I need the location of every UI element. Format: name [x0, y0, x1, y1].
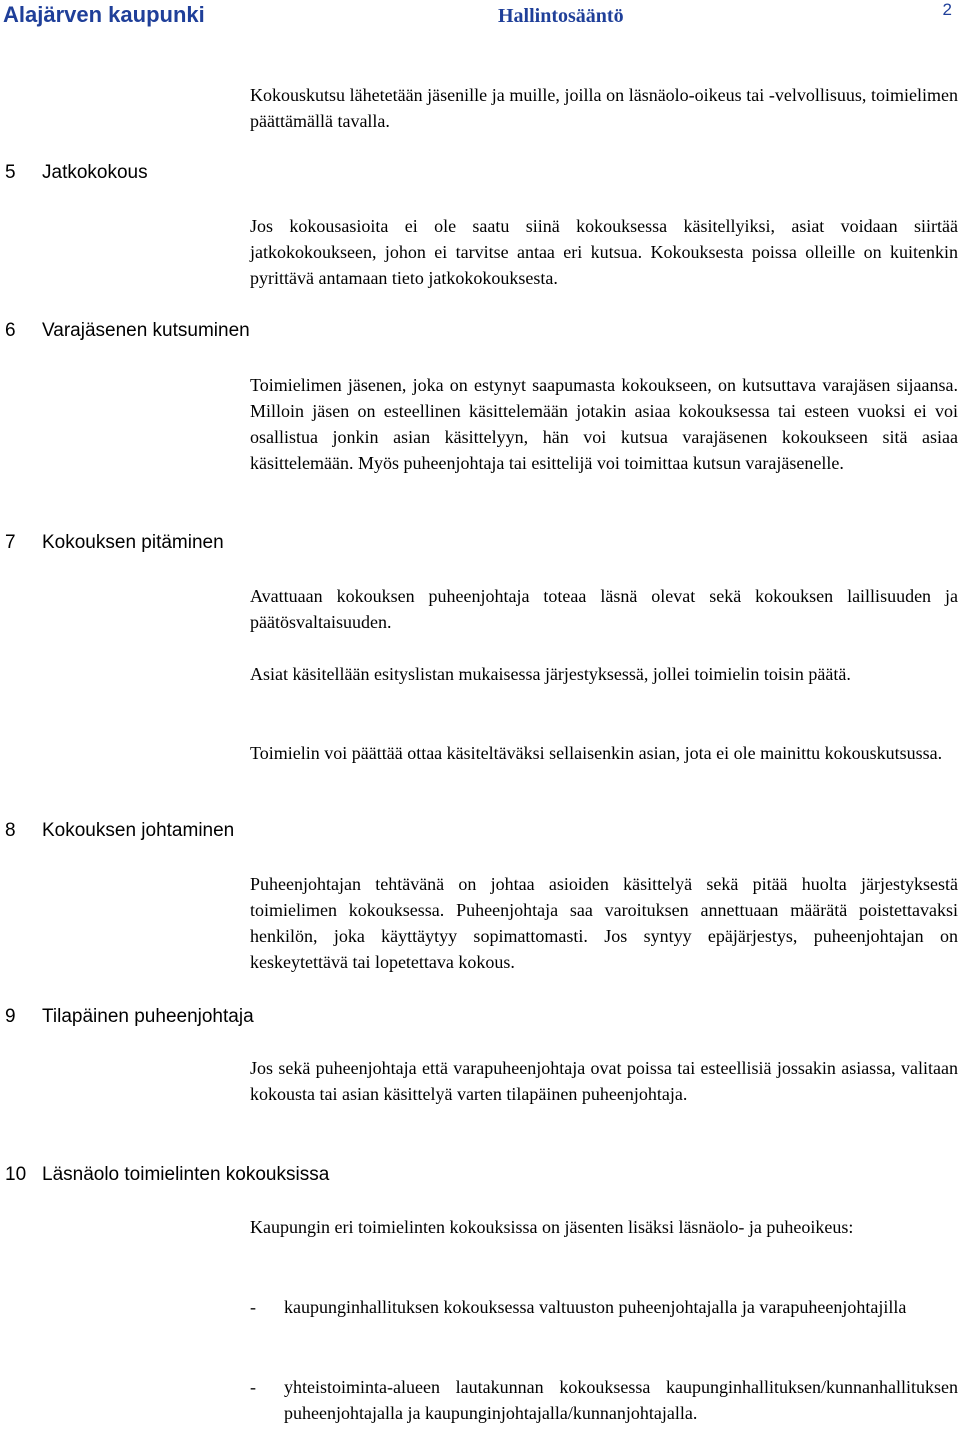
section-number: 10	[5, 1164, 27, 1185]
document-title: Hallintosääntö	[498, 5, 624, 27]
section-heading-6	[5, 318, 250, 344]
page-number: 2	[942, 0, 952, 19]
list-item	[250, 1374, 958, 1426]
section-5-paragraph-1: Jos kokousasioita ei ole saatu siinä kokouksessa käsitellyiksi, asiat voidaan siirtää jatkokokoukseen, johon ei tarvitse antaa eri kutsua. Kokouksesta poissa olleille on kuitenkin pyrittävä antamaan tieto jatkokokouksesta.	[250, 216, 958, 288]
section-8-paragraph-1: Puheenjohtajan tehtävänä on johtaa asioiden käsittelyä sekä pitää huolta järjestyksestä toimielimen kokouksessa. Puheenjohtaja saa varoituksen annettuaan määrätä poistettavaksi henkilön, joka käyttäytyy sopimattomasti. Jos syntyy epäjärjestys, puheenjohtajan on keskeytettävä tai lopetettava kokous.	[250, 874, 958, 972]
section-number: 9	[5, 1006, 16, 1027]
list-item	[250, 1294, 958, 1320]
section-number: 7	[5, 532, 16, 553]
section-heading-5	[5, 160, 148, 186]
section-9-paragraph-1: Jos sekä puheenjohtaja että varapuheenjohtaja ovat poissa tai esteellisiä jossakin asiassa, valitaan kokousta tai asian käsittelyä varten tilapäinen puheenjohtaja.	[250, 1058, 958, 1104]
list-item-text: yhteistoiminta-alueen lautakunnan kokouksessa kaupunginhallituksen/kunnanhallituksen puheenjohtajalla ja kaupunginjohtajalla/kunnanjohtajalla.	[284, 1377, 958, 1423]
section-title: Läsnäolo toimielinten kokouksissa	[42, 1164, 330, 1185]
list-dash: -	[250, 1297, 256, 1317]
section-heading-8	[5, 818, 234, 844]
section-10-paragraph-1: Kaupungin eri toimielinten kokouksissa on jäsenten lisäksi läsnäolo- ja puheoikeus:	[250, 1217, 854, 1237]
list-dash: -	[250, 1377, 256, 1397]
section-7-paragraph-2: Asiat käsitellään esityslistan mukaisessa järjestyksessä, jollei toimielin toisin päätä.	[250, 664, 851, 684]
section-title: Kokouksen pitäminen	[42, 532, 224, 553]
section-heading-9	[5, 1004, 254, 1030]
section-7-paragraph-3: Toimielin voi päättää ottaa käsiteltäväksi sellaisenkin asian, jota ei ole mainittu kokouskutsussa.	[250, 743, 943, 763]
list-item-text: kaupunginhallituksen kokouksessa valtuuston puheenjohtajalla ja varapuheenjohtajilla	[284, 1297, 907, 1317]
section-heading-7	[5, 530, 224, 556]
section-title: Varajäsenen kutsuminen	[42, 320, 250, 341]
section-6-paragraph-1: Toimielimen jäsenen, joka on estynyt saapumasta kokoukseen, on kutsuttava varajäsen sijaansa. Milloin jäsen on esteellinen käsittelemään jotakin asiaa kokouksessa tai esteen vuoksi ei voi osallistua jonkin asian käsittelyyn, hän voi kutsua varajäsenen kokoukseen sitä asiaa käsittelemään. Myös puheenjohtaja tai esittelijä voi toimittaa kutsun varajäsenelle.	[250, 375, 958, 473]
section-number: 6	[5, 320, 16, 341]
section-number: 5	[5, 162, 16, 183]
section-heading-10	[5, 1162, 329, 1188]
section-title: Tilapäinen puheenjohtaja	[42, 1006, 254, 1027]
organization-name: Alajärven kaupunki	[3, 2, 205, 27]
section-title: Kokouksen johtaminen	[42, 820, 235, 841]
section-7-paragraph-1: Avattuaan kokouksen puheenjohtaja toteaa läsnä olevat sekä kokouksen laillisuuden ja päätösvaltaisuuden.	[250, 586, 958, 632]
intro-paragraph: Kokouskutsu lähetetään jäsenille ja muille, joilla on läsnäolo-oikeus tai -velvollisuus, toimielimen päättämällä tavalla.	[250, 85, 958, 131]
section-title: Jatkokokous	[42, 162, 148, 183]
section-number: 8	[5, 820, 16, 841]
